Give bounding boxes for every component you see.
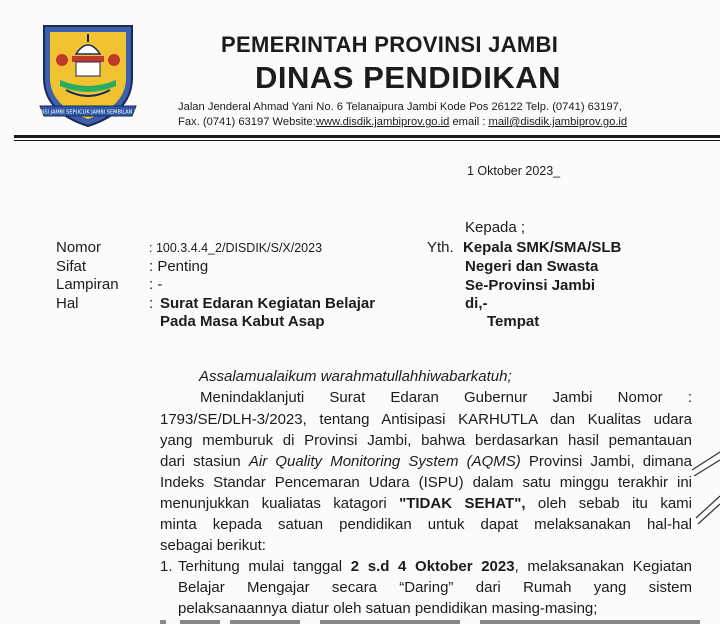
list-item-line: Belajar Mengajar secara “Daring” dari Rumah yang sistem [178, 579, 692, 596]
kepada-label: Kepada ; [465, 219, 526, 236]
hal-subject-line2: Pada Masa Kabut Asap [160, 313, 325, 330]
paragraph-line: 1793/SE/DLH-3/2023, tentang Antisipasi KARHUTLA dan Kualitas udara [160, 411, 692, 428]
hal-subject-line1: Surat Edaran Kegiatan Belajar [160, 295, 376, 312]
email-label: email : [449, 116, 489, 128]
sifat-label: Sifat [56, 258, 87, 275]
aqms-italic: Air Quality Monitoring System (AQMS) [248, 453, 521, 470]
jambi-province-emblem [25, 20, 151, 130]
recipient-line4: di,- [465, 295, 488, 312]
paragraph-line: sebagai berikut: [160, 537, 266, 554]
recipient-line5: Tempat [487, 313, 540, 330]
page-edge-marks [690, 430, 720, 540]
text-run: Provinsi Jambi, dimana [520, 453, 692, 470]
yth-label: Yth. [427, 239, 454, 256]
recipient-line3: Se-Provinsi Jambi [465, 277, 596, 294]
recipient-line2: Negeri dan Swasta [465, 258, 599, 275]
paragraph-line: Menindaklanjuti Surat Edaran Gubernur Jambi Nomor : [200, 389, 692, 406]
government-name: PEMERINTAH PROVINSI JAMBI [221, 32, 559, 57]
greeting: Assalamualaikum warahmatullahhiwabarkatuh; [199, 368, 512, 385]
recipient-line1: Kepala SMK/SMA/SLB [463, 239, 622, 256]
paragraph-line [160, 495, 692, 512]
next-line-fragment [160, 620, 700, 624]
list-item-line [178, 558, 692, 575]
nomor-value: : 100.3.4.4_2/DISDIK/S/X/2023 [149, 241, 323, 255]
letter-date: 1 Oktober 2023_ [467, 164, 561, 178]
paragraph-line [160, 453, 692, 470]
text-run: menunjukkan kualiatas katagori [160, 495, 400, 512]
paragraph-line: Indeks Standar Pencemaran Udara (ISPU) dalam satu minggu terakhir ini [160, 474, 692, 491]
nomor-label: Nomor [56, 239, 102, 256]
list-item-number: 1. [160, 558, 173, 575]
list-item-line: pelaksanaannya diatur oleh satuan pendidikan masing-masing; [178, 600, 598, 617]
emblem-banner-text: PROVINSI JAMBI SEPUCUK JAMBI SEMBILAN LURAH [25, 109, 151, 116]
text-run: oleh sebab itu kami [525, 495, 692, 512]
paragraph-line: yang memburuk di Provinsi Jambi, bahwa berdasarkan hasil pemantauan [160, 432, 692, 449]
department-name: DINAS PENDIDIKAN [255, 60, 561, 95]
letterhead-rule-thin [14, 140, 720, 141]
tidak-sehat-bold: "TIDAK SEHAT", [399, 495, 526, 512]
hal-label: Hal [56, 295, 79, 312]
date-range-bold: 2 s.d 4 Oktober 2023 [350, 558, 515, 575]
email-link[interactable]: mail@disdik.jambiprov.go.id [488, 116, 628, 128]
contact-line [178, 116, 627, 128]
paragraph-line: minta kepada satuan pendidikan untuk dapat melaksanakan hal-hal [160, 516, 692, 533]
text-run: Terhitung mulai tanggal [178, 558, 351, 575]
lampiran-label: Lampiran [56, 276, 119, 293]
hal-colon: : [149, 295, 154, 312]
address-line: Jalan Jenderal Ahmad Yani No. 6 Telanaipura Jambi Kode Pos 26122 Telp. (0741) 63197, [178, 101, 622, 113]
text-run: dari stasiun [160, 453, 249, 470]
lampiran-value: : - [149, 276, 163, 293]
text-run: , melaksanakan Kegiatan [514, 558, 693, 575]
sifat-value: : Penting [149, 258, 209, 275]
website-link[interactable]: www.disdik.jambiprov.go.id [315, 116, 450, 128]
letterhead-rule-thick [14, 135, 720, 138]
fax-website-label: Fax. (0741) 63197 Website: [178, 116, 316, 128]
